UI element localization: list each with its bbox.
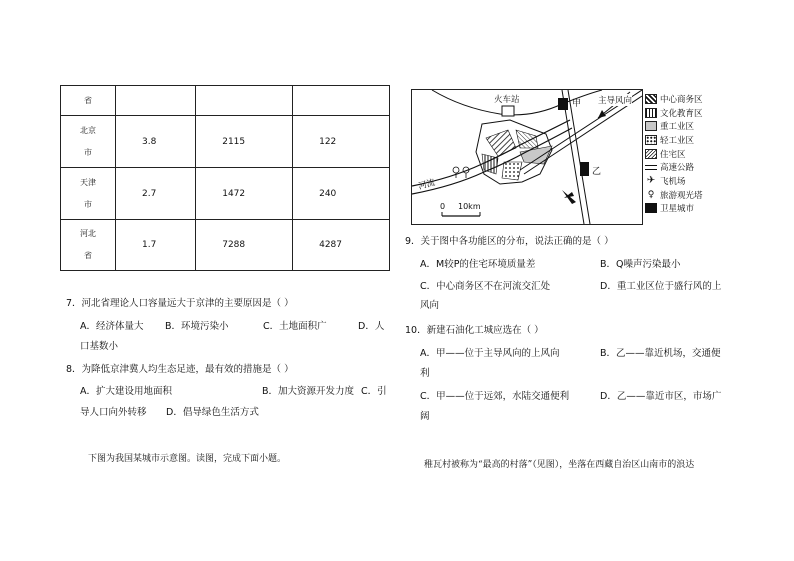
- legend-label: 飞机场: [660, 176, 686, 187]
- airplane-icon: ✈: [646, 174, 656, 186]
- legend-item: [645, 160, 703, 174]
- legend-item: [645, 174, 703, 188]
- legend-item: [645, 119, 703, 133]
- q7-option-d[interactable]: D．人: [358, 321, 385, 332]
- table-cell: [293, 86, 390, 116]
- river-label: 河流: [417, 177, 437, 192]
- table-cell: 天津 市: [61, 168, 116, 220]
- table-cell: 7288: [196, 220, 293, 271]
- legend-item: [645, 106, 703, 120]
- q8-option-b[interactable]: B．加大资源开发力度: [262, 386, 355, 397]
- q7-stem: 7．河北省理论人口容量远大于京津的主要原因是（ ）: [66, 298, 294, 309]
- table-cell: 1472: [196, 168, 293, 220]
- legend-item: [645, 202, 703, 216]
- q9-option-c[interactable]: C．中心商务区不在河流交汇处: [420, 281, 551, 292]
- q7-option-d-cont: 口基数小: [80, 341, 119, 352]
- scale-zero: 0: [440, 202, 446, 211]
- table-cell: 2115: [196, 116, 293, 168]
- q10-option-c[interactable]: C．甲——位于远郊，水陆交通便利: [420, 391, 570, 402]
- q10-option-b-cont: 利: [420, 368, 430, 379]
- legend-label: 中心商务区: [660, 94, 703, 105]
- q9-option-b[interactable]: B．Q噪声污染最小: [600, 259, 681, 270]
- q9-option-d[interactable]: D．重工业区位于盛行风的上: [600, 281, 722, 292]
- q8-option-c-cont: 导人口向外转移: [80, 407, 147, 418]
- city-map-drawing: [412, 90, 642, 224]
- table-cell: 2.7: [116, 168, 196, 220]
- table-cell: 河北 省: [61, 220, 116, 271]
- legend-label: 文化教育区: [660, 108, 703, 119]
- q10-option-d[interactable]: D．乙——靠近市区，市场广: [600, 391, 722, 402]
- table-cell: [196, 86, 293, 116]
- legend-item: [645, 92, 703, 106]
- q7-option-a[interactable]: A．经济体量大: [80, 321, 144, 332]
- legend-label: 卫星城市: [660, 204, 695, 215]
- table-cell: [116, 86, 196, 116]
- table-cell: 1.7: [116, 220, 196, 271]
- q9-stem: 9．关于图中各功能区的分布，说法正确的是（ ）: [405, 236, 614, 247]
- residential-swatch-icon: [645, 149, 657, 159]
- satellite-city-icon: [645, 203, 657, 213]
- q7-option-b[interactable]: B．环境污染小: [165, 321, 229, 332]
- table-cell: 3.8: [116, 116, 196, 168]
- q9-option-a[interactable]: A．M较P的住宅环境质量差: [420, 259, 536, 270]
- q7-option-c[interactable]: C．土地面积广: [263, 321, 327, 332]
- highway-icon: [645, 165, 657, 170]
- map-legend: [645, 92, 703, 215]
- population-table: [60, 85, 390, 271]
- intro-left: 下图为我国某城市示意图。读图，完成下面小题。: [88, 454, 287, 464]
- legend-label: 住宅区: [660, 149, 686, 160]
- intro-right: 稚瓦村被称为“最高的村落”（见图），坐落在西藏自治区山南市的浪达: [424, 460, 695, 470]
- table-cell: 北京 市: [61, 116, 116, 168]
- light-industry-swatch-icon: [645, 135, 657, 145]
- q9-option-d-cont: 风向: [420, 300, 440, 311]
- q8-option-d[interactable]: D．倡导绿色生活方式: [166, 407, 259, 418]
- q10-stem: 10．新建石油化工城应选在（ ）: [405, 325, 544, 336]
- legend-label: 轻工业区: [660, 135, 695, 146]
- legend-item: [645, 133, 703, 147]
- legend-label: 重工业区: [660, 122, 695, 133]
- tower-icon: ♀: [647, 189, 655, 200]
- q8-stem: 8．为降低京津冀人均生态足迹，最有效的措施是（ ）: [66, 364, 294, 375]
- q10-option-d-cont: 阔: [420, 411, 430, 422]
- table-cell: 122: [293, 116, 390, 168]
- q10-option-b[interactable]: B．乙——靠近机场，交通便: [600, 348, 721, 359]
- table-cell: 240: [293, 168, 390, 220]
- q10-option-a[interactable]: A．甲——位于主导风向的上风向: [420, 348, 560, 359]
- q8-option-c[interactable]: C．引: [361, 386, 387, 397]
- heavy-industry-swatch-icon: [645, 121, 657, 131]
- q8-option-a[interactable]: A．扩大建设用地面积: [80, 386, 172, 397]
- table-cell: 4287: [293, 220, 390, 271]
- cbd-swatch-icon: [645, 94, 657, 104]
- legend-item: [645, 188, 703, 202]
- legend-item: [645, 147, 703, 161]
- scale-10km: 10km: [458, 202, 481, 211]
- station-label: 火车站: [494, 95, 520, 105]
- jia-label: 甲: [572, 99, 582, 109]
- wind-label: 主导风向: [598, 96, 633, 106]
- table-cell: 省: [61, 86, 116, 116]
- education-swatch-icon: [645, 108, 657, 118]
- legend-label: 旅游观光塔: [660, 190, 703, 201]
- legend-label: 高速公路: [660, 163, 695, 174]
- city-map: [411, 89, 643, 225]
- yi-label: 乙: [592, 167, 602, 177]
